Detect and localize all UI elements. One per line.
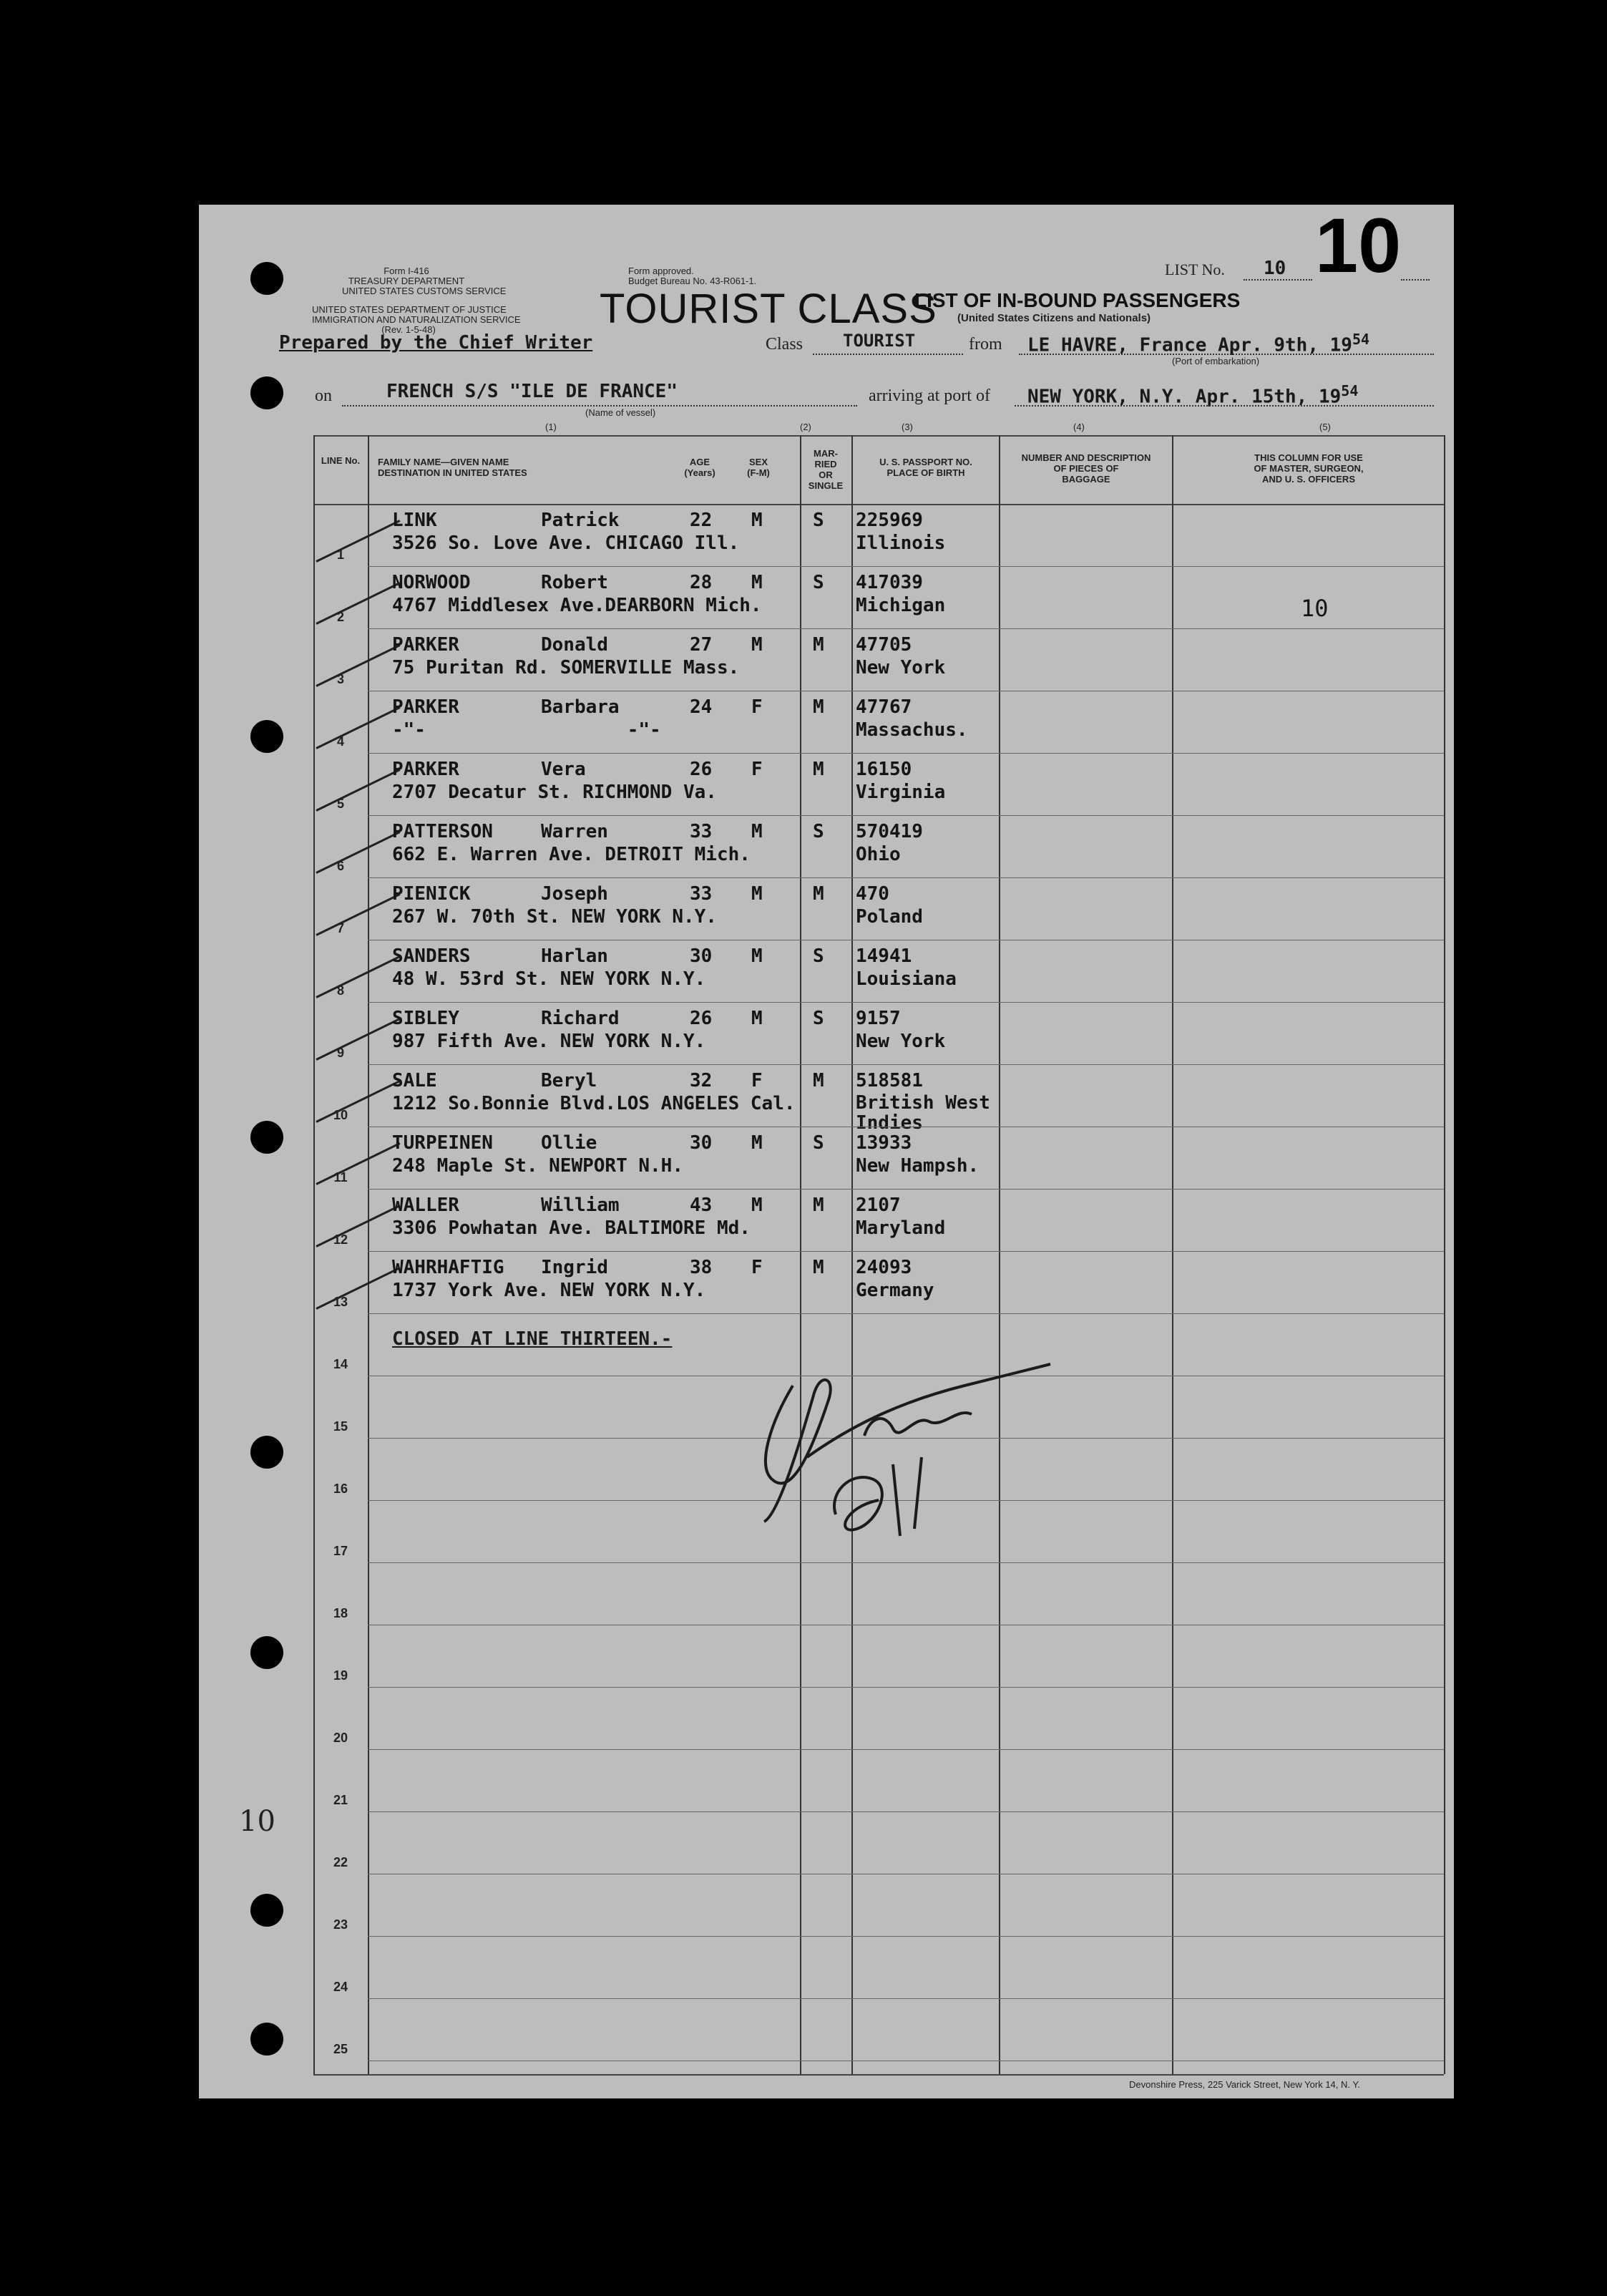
passport-number: 470 — [856, 883, 889, 905]
marital-status: S — [813, 821, 824, 842]
sex: M — [751, 1132, 763, 1154]
on-label: on — [315, 386, 332, 405]
age: 30 — [690, 1132, 713, 1154]
budget-bureau: Budget Bureau No. 43-R061-1. — [628, 276, 757, 286]
destination-address: 987 Fifth Ave. NEW YORK N.Y. — [392, 1031, 706, 1052]
line-number: 5 — [336, 797, 344, 811]
row-separator — [368, 1189, 1444, 1190]
marital-status: S — [813, 572, 824, 593]
sex: M — [751, 510, 763, 531]
sex: M — [751, 945, 763, 967]
row-separator — [368, 877, 1444, 878]
punch-hole — [250, 1436, 283, 1469]
destination-address: 1737 York Ave. NEW YORK N.Y. — [392, 1280, 706, 1301]
age: 26 — [690, 1008, 713, 1029]
destination-address: 48 W. 53rd St. NEW YORK N.Y. — [392, 968, 706, 990]
line-number: 1 — [336, 548, 344, 562]
row-separator — [368, 628, 1444, 629]
sex: M — [751, 1008, 763, 1029]
family-name: PARKER — [392, 634, 459, 656]
row-separator — [368, 1749, 1444, 1750]
passport-number: 9157 — [856, 1008, 901, 1029]
line-number: 14 — [333, 1357, 348, 1371]
sex: M — [751, 572, 763, 593]
line-number: 13 — [333, 1295, 348, 1309]
marital-status: S — [813, 1132, 824, 1154]
list-no-value: 10 — [1264, 258, 1286, 279]
class-label: Class — [766, 335, 804, 354]
row-separator — [368, 1251, 1444, 1252]
age: 43 — [690, 1195, 713, 1216]
marital-status: M — [813, 1257, 824, 1278]
arrival-port: NEW YORK, N.Y. Apr. 15th, $19^{54}$ — [1027, 382, 1359, 408]
given-name: Robert — [541, 572, 608, 593]
tourist-class-stamp: TOURIST CLASS — [600, 286, 937, 332]
check-mark — [316, 831, 400, 874]
destination-address: -"- -"- — [392, 719, 661, 741]
destination-address: 248 Maple St. NEWPORT N.H. — [392, 1155, 683, 1177]
family-name: PARKER — [392, 759, 459, 780]
row-separator — [368, 753, 1444, 754]
line-number: 18 — [333, 1606, 348, 1620]
place-of-birth: Virginia — [856, 782, 946, 803]
check-mark — [316, 955, 400, 998]
header-name: FAMILY NAME—GIVEN NAME DESTINATION IN UNITED STATES — [378, 457, 527, 478]
place-of-birth: New York — [856, 1031, 946, 1052]
officer-note: 10 — [1301, 595, 1329, 622]
from-value: LE HAVRE, France Apr. 9th, $19^{54}$ — [1027, 331, 1370, 356]
row-separator — [368, 815, 1444, 816]
printer-footer: Devonshire Press, 225 Varick Street, New York 14, N. Y. — [1129, 2079, 1360, 2090]
list-subtitle: (United States Citizens and Nationals) — [957, 312, 1151, 324]
given-name: Patrick — [541, 510, 620, 531]
family-name: PATTERSON — [392, 821, 493, 842]
age: 22 — [690, 510, 713, 531]
manifest-page — [199, 202, 1454, 2098]
check-mark — [316, 706, 400, 749]
family-name: NORWOOD — [392, 572, 471, 593]
marital-status: S — [813, 945, 824, 967]
age: 26 — [690, 759, 713, 780]
col-number-2: (2) — [800, 422, 811, 432]
given-name: Barbara — [541, 696, 620, 718]
place-of-birth: Poland — [856, 906, 923, 928]
check-mark — [316, 1205, 400, 1247]
row-separator — [368, 1002, 1444, 1003]
marital-status: M — [813, 883, 824, 905]
place-of-birth: Illinois — [856, 532, 946, 554]
row-separator — [368, 1687, 1444, 1688]
customs-service: UNITED STATES CUSTOMS SERVICE — [342, 286, 507, 296]
punch-hole — [250, 2023, 283, 2056]
line-number: 15 — [333, 1419, 348, 1434]
row-separator — [368, 1811, 1444, 1812]
line-number: 23 — [333, 1917, 348, 1932]
check-mark — [316, 769, 400, 812]
given-name: Beryl — [541, 1070, 597, 1091]
line-number: 8 — [336, 983, 344, 998]
family-name: SIBLEY — [392, 1008, 459, 1029]
line-number: 16 — [333, 1482, 348, 1496]
header-married-single: MAR- RIED OR SINGLE — [808, 448, 844, 491]
place-of-birth: New Hampsh. — [856, 1155, 980, 1177]
vessel-name: FRENCH S/S "ILE DE FRANCE" — [386, 381, 678, 402]
justice-dept: UNITED STATES DEPARTMENT OF JUSTICE — [312, 304, 507, 315]
check-mark — [316, 582, 400, 625]
passport-number: 417039 — [856, 572, 923, 593]
punch-hole — [250, 262, 283, 295]
age: 38 — [690, 1257, 713, 1278]
line-number: 11 — [333, 1170, 348, 1185]
punch-hole — [250, 1636, 283, 1669]
line-number: 24 — [333, 1980, 348, 1994]
check-mark — [316, 644, 400, 687]
sex: F — [751, 759, 763, 780]
marital-status: M — [813, 759, 824, 780]
family-name: PARKER — [392, 696, 459, 718]
class-value: TOURIST — [843, 331, 916, 351]
punch-hole — [250, 1894, 283, 1927]
check-mark — [316, 1018, 400, 1061]
sex: F — [751, 696, 763, 718]
line-number: 17 — [333, 1544, 348, 1558]
header-passport: U. S. PASSPORT NO. PLACE OF BIRTH — [879, 457, 972, 478]
place-of-birth: Ohio — [856, 844, 901, 865]
col-number-5: (5) — [1319, 422, 1331, 432]
family-name: TURPEINEN — [392, 1132, 493, 1154]
place-of-birth: Louisiana — [856, 968, 957, 990]
line-number: 4 — [336, 734, 344, 749]
destination-address: 3526 So. Love Ave. CHICAGO Ill. — [392, 532, 740, 554]
passport-number: 570419 — [856, 821, 923, 842]
sex: M — [751, 634, 763, 656]
punch-hole — [250, 1121, 283, 1154]
age: 24 — [690, 696, 713, 718]
vessel-caption: (Name of vessel) — [585, 407, 656, 418]
line-number: 2 — [336, 610, 344, 624]
given-name: Ollie — [541, 1132, 597, 1154]
check-mark — [316, 1080, 400, 1123]
destination-address: 2707 Decatur St. RICHMOND Va. — [392, 782, 717, 803]
age: 27 — [690, 634, 713, 656]
passport-number: 47705 — [856, 634, 912, 656]
destination-address: 662 E. Warren Ave. DETROIT Mich. — [392, 844, 751, 865]
sex: M — [751, 821, 763, 842]
age: 33 — [690, 821, 713, 842]
header-baggage: NUMBER AND DESCRIPTION OF PIECES OF BAGGAGE — [1021, 452, 1151, 485]
row-separator — [368, 1936, 1444, 1937]
line-number: 7 — [336, 921, 344, 935]
passport-number: 14941 — [856, 945, 912, 967]
sex: F — [751, 1070, 763, 1091]
given-name: Donald — [541, 634, 608, 656]
destination-address: 3306 Powhatan Ave. BALTIMORE Md. — [392, 1217, 751, 1239]
row-separator — [368, 1562, 1444, 1563]
col-number-1: (1) — [545, 422, 557, 432]
officer-signature — [750, 1357, 1122, 1543]
header-line-no: LINE No. — [321, 455, 361, 466]
place-of-birth: New York — [856, 657, 946, 678]
line-number: 6 — [336, 859, 344, 873]
form-revision: (Rev. 1-5-48) — [381, 324, 436, 335]
destination-address: 267 W. 70th St. NEW YORK N.Y. — [392, 906, 717, 928]
given-name: Warren — [541, 821, 608, 842]
marital-status: M — [813, 1070, 824, 1091]
passport-number: 225969 — [856, 510, 923, 531]
sex: M — [751, 1195, 763, 1216]
check-mark — [316, 1267, 400, 1310]
family-name: WAHRHAFTIG — [392, 1257, 504, 1278]
place-of-birth: Maryland — [856, 1217, 946, 1239]
embarkation-caption: (Port of embarkation) — [1172, 356, 1260, 366]
list-no-label: LIST No. — [1165, 261, 1225, 278]
list-title: LIST OF IN-BOUND PASSENGERS — [914, 289, 1241, 311]
age: 30 — [690, 945, 713, 967]
given-name: Ingrid — [541, 1257, 608, 1278]
passport-number: 24093 — [856, 1257, 912, 1278]
prepared-by: Prepared by the Chief Writer — [279, 332, 593, 354]
marital-status: M — [813, 1195, 824, 1216]
form-approved: Form approved. — [628, 266, 694, 276]
line-number: 25 — [333, 2042, 348, 2056]
family-name: WALLER — [392, 1195, 459, 1216]
place-of-birth: Germany — [856, 1280, 934, 1301]
destination-address: 1212 So.Bonnie Blvd.LOS ANGELES Cal. — [392, 1093, 796, 1114]
family-name: SANDERS — [392, 945, 471, 967]
passport-number: 16150 — [856, 759, 912, 780]
line-number: 20 — [333, 1731, 348, 1745]
age: 28 — [690, 572, 713, 593]
given-name: Harlan — [541, 945, 608, 967]
age: 32 — [690, 1070, 713, 1091]
row-separator — [368, 1064, 1444, 1065]
col-number-3: (3) — [902, 422, 913, 432]
header-sex: SEX (F-M) — [747, 457, 770, 478]
passport-number: 518581 — [856, 1070, 923, 1091]
given-name: Vera — [541, 759, 586, 780]
line-number: 22 — [333, 1855, 348, 1869]
place-of-birth: Massachus. — [856, 719, 968, 741]
treasury-dept: TREASURY DEPARTMENT — [348, 276, 465, 286]
punch-hole — [250, 720, 283, 753]
check-mark — [316, 1142, 400, 1185]
passport-number: 47767 — [856, 696, 912, 718]
place-of-birth: British West Indies — [856, 1092, 990, 1134]
list-number-large: 10 — [1315, 202, 1402, 288]
form-number: Form I-416 — [384, 266, 429, 276]
passport-number: 13933 — [856, 1132, 912, 1154]
header-age: AGE (Years) — [684, 457, 715, 478]
place-of-birth: Michigan — [856, 595, 946, 616]
arriving-label: arriving at port of — [869, 386, 990, 405]
check-mark — [316, 893, 400, 936]
sex: F — [751, 1257, 763, 1278]
closed-note: CLOSED AT LINE THIRTEEN.- — [392, 1328, 673, 1350]
destination-address: 4767 Middlesex Ave.DEARBORN Mich. — [392, 595, 762, 616]
line-number: 19 — [333, 1668, 348, 1683]
marital-status: S — [813, 510, 824, 531]
given-name: Richard — [541, 1008, 620, 1029]
given-name: William — [541, 1195, 620, 1216]
line-number: 12 — [333, 1232, 348, 1247]
check-mark — [316, 520, 400, 563]
col-number-4: (4) — [1073, 422, 1085, 432]
marital-status: M — [813, 634, 824, 656]
from-label: from — [969, 335, 1002, 354]
family-name: SALE — [392, 1070, 437, 1091]
passport-number: 2107 — [856, 1195, 901, 1216]
family-name: PIENICK — [392, 883, 471, 905]
given-name: Joseph — [541, 883, 608, 905]
line-number: 9 — [336, 1046, 344, 1060]
header-officers: THIS COLUMN FOR USE OF MASTER, SURGEON, AND U. S. OFFICERS — [1254, 452, 1364, 485]
sex: M — [751, 883, 763, 905]
line-number: 21 — [333, 1793, 348, 1807]
destination-address: 75 Puritan Rd. SOMERVILLE Mass. — [392, 657, 740, 678]
line-number: 10 — [333, 1108, 348, 1122]
marital-status: S — [813, 1008, 824, 1029]
marital-status: M — [813, 696, 824, 718]
margin-note: 10 — [239, 1805, 275, 1838]
row-separator — [368, 566, 1444, 567]
punch-hole — [250, 376, 283, 409]
line-number: 3 — [336, 672, 344, 686]
age: 33 — [690, 883, 713, 905]
ins-service: IMMIGRATION AND NATURALIZATION SERVICE — [312, 314, 521, 325]
row-separator — [368, 1313, 1444, 1314]
family-name: LINK — [392, 510, 437, 531]
row-separator — [368, 1998, 1444, 1999]
